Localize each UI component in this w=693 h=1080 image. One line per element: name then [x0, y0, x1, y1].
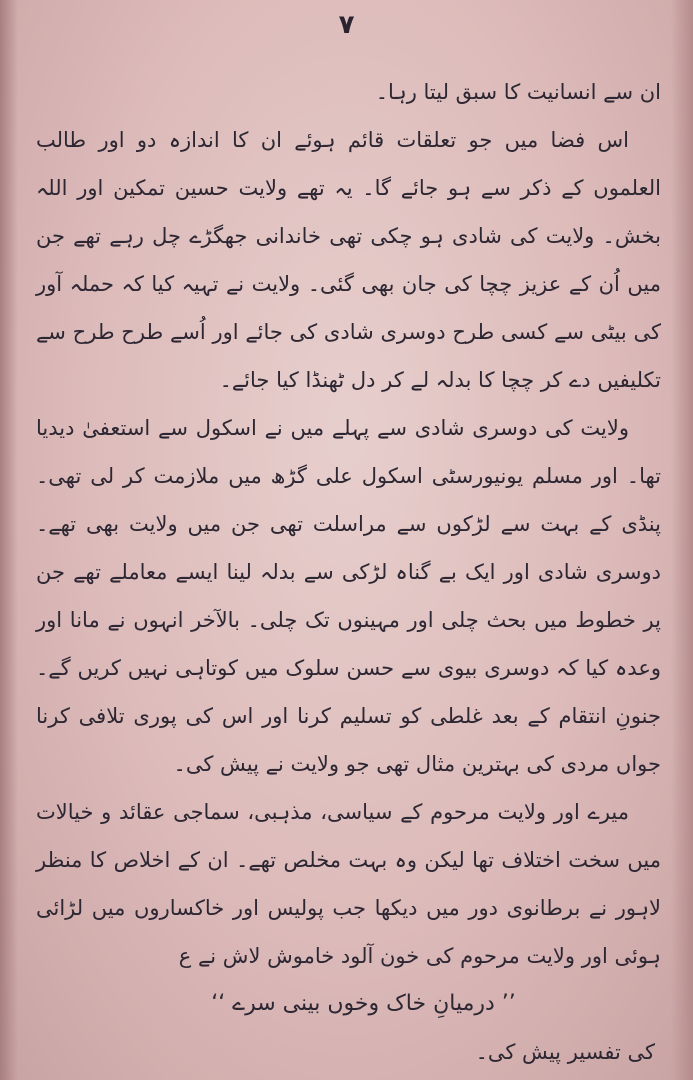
closing-line: کی تفسیر پیش کی۔: [475, 1040, 655, 1064]
paragraph-2: اس فضا میں جو تعلقات قائم ہوئے ان کا اندازہ دو اور طالب العلموں کے ذکر سے ہو جائے گا۔ یہ تھے ولایت حسین تمکین اور اللہ بخش۔ ولایت کی شادی ہو چکی تھی خاندانی جھگڑے چل رہے تھے جن میں اُن کے عزیز چچا کی جان بھی گئی۔ ولایت نے تہیہ کیا کہ حملہ آور کی بیٹی سے کسی طرح دوسری شادی کی جائے اور اُسے طرح طرح سے تکلیفیں دے کر چچا کا بدلہ لے کر دل ٹھنڈا کیا جائے۔: [36, 128, 661, 392]
page-number: ۷: [338, 10, 355, 40]
paragraph-4: میرے اور ولایت مرحوم کے سیاسی، مذہبی، سماجی عقائد و خیالات میں سخت اختلاف تھا لیکن وہ بہت مخلص تھے۔ ان کے اخلاص کا منظر لاہور نے برطانوی دور میں دیکھا جب پولیس اور خاکساروں میں لڑائی ہوئی اور ولایت مرحوم کی خون آلود خاموش لاش نے ع: [36, 800, 661, 968]
page-edge-left: [0, 0, 18, 1080]
paragraph-1: ان سے انسانیت کا سبق لیتا رہا۔: [375, 80, 661, 104]
page-edge-right: [671, 0, 693, 1080]
urdu-text-body: [36, 68, 661, 1076]
persian-verse: ’’ درمیانِ خاک وخوں بینی سرے ‘‘: [211, 991, 516, 1016]
paragraph-3: ولایت کی دوسری شادی سے پہلے میں نے اسکول سے استعفیٰ دیدیا تھا۔ اور مسلم یونیورسٹی اسکول علی گڑھ میں ملازمت کر لی تھی۔ پنڈی کے بہت سے لڑکوں سے مراسلت تھی جن میں ولایت بھی تھے۔ دوسری شادی اور ایک بے گناہ لڑکی سے بدلہ لینا ایسے معاملے تھے جن پر خطوط میں بحث چلی اور مہینوں تک چلی۔ بالآخر انہوں نے مانا اور وعدہ کیا کہ دوسری بیوی سے حسن سلوک میں کوتاہی نہیں کریں گے۔ جنونِ انتقام کے بعد غلطی کو تسلیم کرنا اور اس کی پوری تلافی کرنا جواں مردی کی بہترین مثال تھی جو ولایت نے پیش کی۔: [36, 416, 661, 776]
